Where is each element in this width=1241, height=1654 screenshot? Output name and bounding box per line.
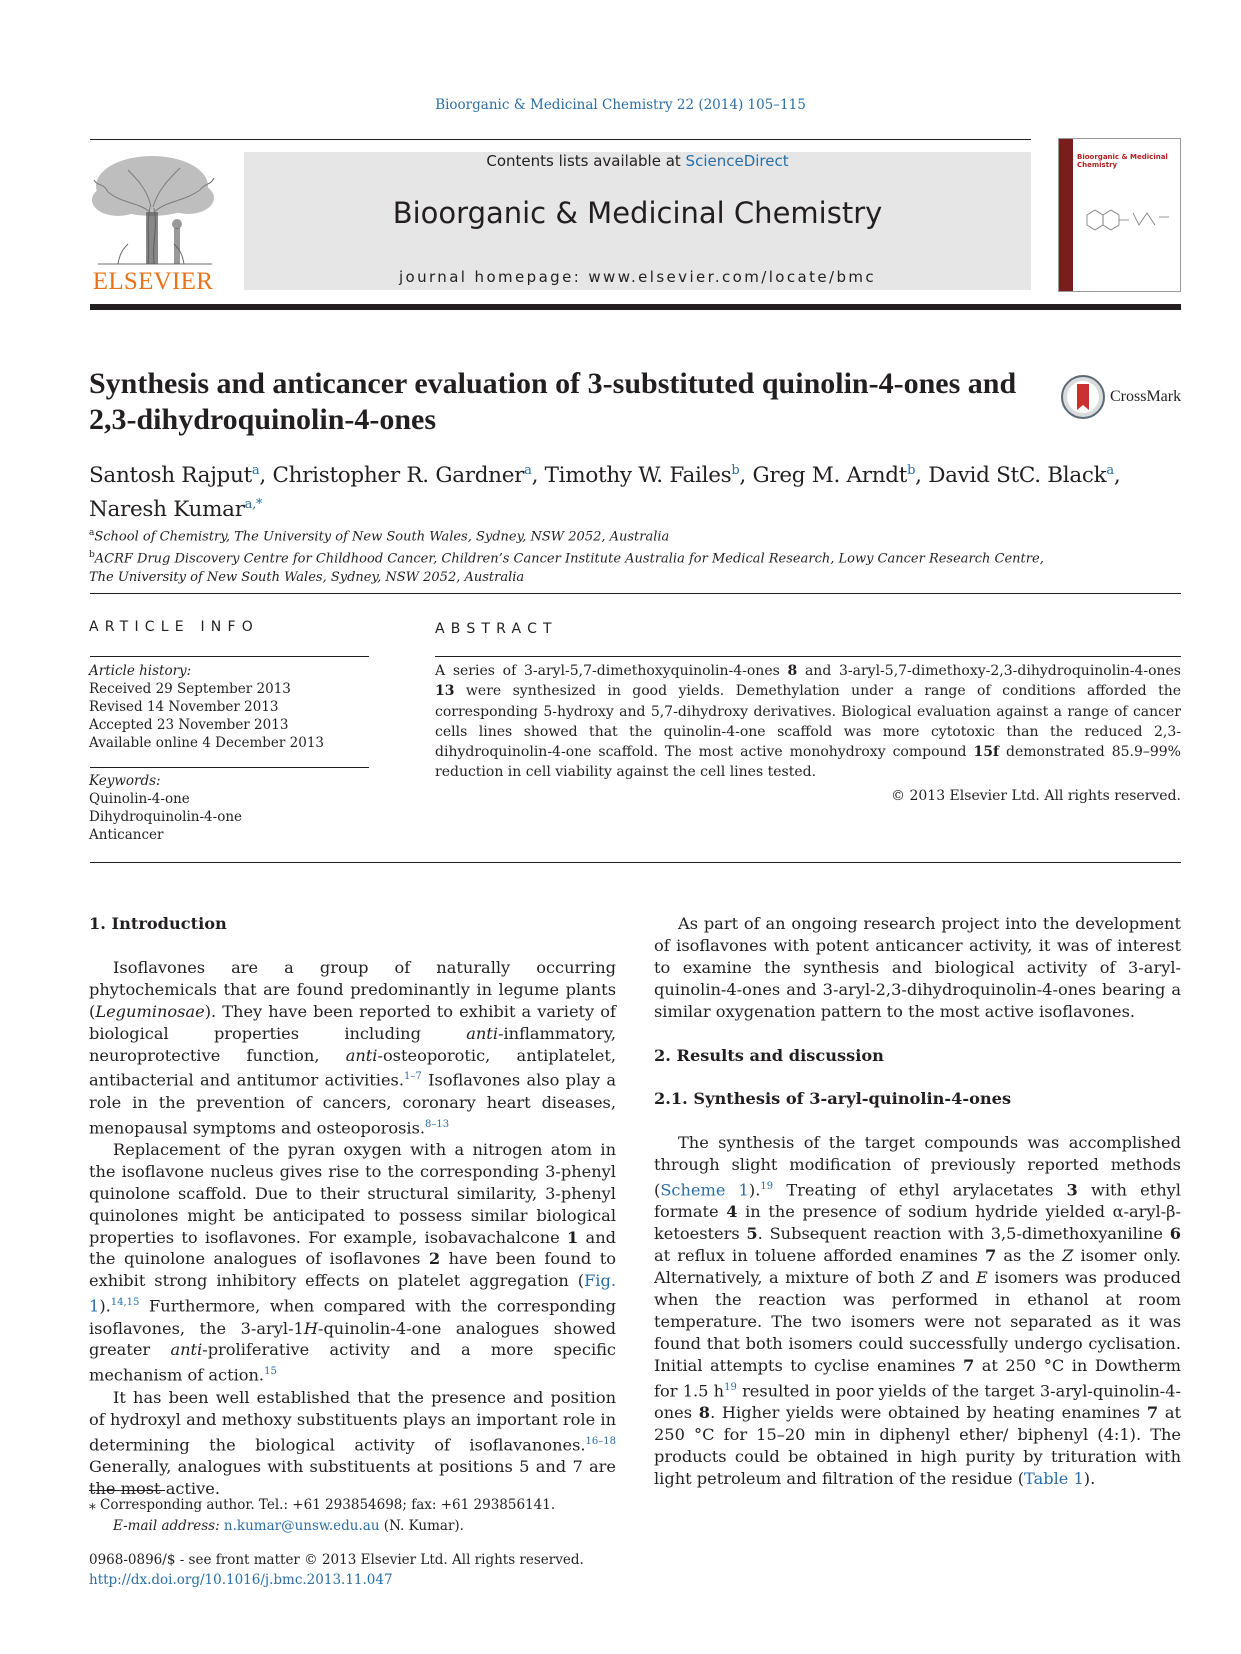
- section-heading: 2. Results and discussion: [654, 1045, 884, 1065]
- paragraph: As part of an ongoing research project into the development of isoflavones with potent anticancer activity, it was of interest to examine the synthesis and biological activity of 3-aryl-quinolin-4-ones and 3-aryl-2,3-dihydroquinolin-4-ones bearing a similar oxygenation pattern to the most active isoflavones.: [654, 914, 1181, 1021]
- affiliation-ref[interactable]: a: [251, 463, 260, 478]
- affiliation-b: $^b$ACRF Drug Discovery Centre for Childhood Cancer, Children’s Cancer Institute Australia for Medical Research, Lowy Cancer Research Centre,: [89, 550, 1044, 567]
- journal-title: Bioorganic & Medicinal Chemistry: [392, 196, 883, 230]
- keywords: [89, 772, 379, 844]
- reference-link[interactable]: 15: [264, 1366, 277, 1378]
- elsevier-logo: [88, 152, 218, 295]
- journal-cover-thumbnail[interactable]: [1058, 138, 1181, 292]
- affiliation-ref[interactable]: a: [1106, 463, 1114, 478]
- subsection-heading: 2.1. Synthesis of 3-aryl-quinolin-4-ones: [654, 1089, 1012, 1109]
- footnote-rule: [89, 1490, 165, 1491]
- front-matter: [89, 1551, 689, 1590]
- email-link[interactable]: n.kumar@unsw.edu.au: [223, 1517, 380, 1534]
- history-item: Available online 4 December 2013: [89, 735, 325, 751]
- reference-link[interactable]: 14,15: [110, 1297, 140, 1309]
- corresponding-author: ⁎ Corresponding author. Tel.: +61 293854698; fax: +61 293856141.: [89, 1497, 556, 1513]
- journal-banner: [244, 152, 1031, 290]
- crossmark-badge[interactable]: [1060, 374, 1185, 420]
- table-link[interactable]: Table 1: [1024, 1468, 1084, 1488]
- affiliation-ref[interactable]: a: [524, 463, 532, 478]
- header-thick-rule: [90, 304, 1181, 310]
- history-item: Received 29 September 2013: [89, 681, 291, 697]
- crossmark-label: CrossMark: [1110, 388, 1182, 405]
- email-line: E-mail address: n.kumar@unsw.edu.au (N. Kumar).: [113, 1517, 464, 1534]
- scheme-link[interactable]: Scheme 1: [660, 1180, 749, 1200]
- copyright: © 2013 Elsevier Ltd. All rights reserved.: [891, 787, 1181, 804]
- affiliation-ref[interactable]: a,*: [244, 497, 263, 513]
- divider: [435, 656, 1181, 657]
- contents-line: Contents lists available at ScienceDirect: [486, 152, 789, 170]
- author-name[interactable]: Naresh Kumar: [89, 497, 245, 523]
- reference-link[interactable]: 1–7: [404, 1071, 422, 1083]
- elsevier-wordmark: ELSEVIER: [92, 268, 214, 295]
- author-name[interactable]: Christopher R. Gardner: [272, 463, 525, 489]
- paragraph: Isoflavones are a group of naturally occurring phytochemicals that are found predominantly in legume plants (Leguminosae). They have been reported to exhibit a variety of biological properties including anti-inflammatory, neuroprotective function, anti-osteoporotic, antiplatelet, antibacterial and antitumor activities.$^{1-7}$ Isoflavones also play a role in the prevention of cancers, coronary heart diseases, menopausal symptoms and osteoporosis.$^{8-13}$: [89, 957, 616, 1138]
- affiliation-ref[interactable]: b: [731, 463, 740, 478]
- doi-link[interactable]: http://dx.doi.org/10.1016/j.bmc.2013.11.047: [89, 1571, 393, 1588]
- affiliation-ref[interactable]: b: [907, 463, 916, 478]
- author-name[interactable]: Greg M. Arndt: [752, 463, 908, 489]
- reference-link[interactable]: 19: [724, 1381, 737, 1393]
- divider: [90, 767, 369, 768]
- issn-line: 0968-0896/$ - see front matter © 2013 Elsevier Ltd. All rights reserved.: [89, 1552, 584, 1568]
- crossmark-icon: [1060, 374, 1106, 420]
- tree-icon: [88, 152, 218, 268]
- keyword: Quinolin-4-one: [89, 791, 190, 807]
- history-item: Revised 14 November 2013: [89, 699, 279, 715]
- author-list: Santosh Rajput$^a$, Christopher R. Gardner$^a$, Timothy W. Failes$^b$, Greg M. Arndt$^b$, David StC. Black$^a$, Naresh Kumar$^{a,*}$: [89, 463, 1121, 523]
- abstract-heading: ABSTRACT: [435, 621, 558, 637]
- author-name[interactable]: David StC. Black: [928, 463, 1107, 489]
- keyword: Dihydroquinolin-4-one: [89, 809, 243, 825]
- paragraph: Replacement of the pyran oxygen with a nitrogen atom in the isoflavone nucleus gives rise to the corresponding 3-phenyl quinolone scaffold. Due to their structural similarity, 3-phenyl quinolones might be anticipated to possess similar biological properties to isoflavones. For example, isobavachalcone 1 and the quinolone analogues of isoflavones 2 have been found to exhibit strong inhibitory effects on platelet aggregation (Fig. 1).$^{14,15}$ Furthermore, when compared with the corresponding isoflavones, the 3-aryl-1H-quinolin-4-one analogues showed greater anti-proliferative activity and a more specific mechanism of action.$^{15}$: [89, 1139, 616, 1385]
- keyword: Anticancer: [89, 827, 164, 843]
- history-item: Accepted 23 November 2013: [89, 717, 289, 733]
- reference-link[interactable]: 8–13: [425, 1118, 450, 1130]
- author-name[interactable]: Timothy W. Failes: [544, 463, 732, 489]
- reference-link[interactable]: 16–18: [585, 1435, 616, 1447]
- figure-link[interactable]: Fig. 1: [89, 1271, 616, 1316]
- section-heading: 1. Introduction: [89, 914, 227, 933]
- footnote: [89, 1495, 616, 1536]
- divider: [90, 656, 369, 657]
- sciencedirect-link[interactable]: ScienceDirect: [685, 152, 789, 170]
- author-name[interactable]: Santosh Rajput: [89, 463, 252, 489]
- cover-spine: [1059, 139, 1073, 291]
- history-label: Article history:: [89, 663, 192, 679]
- paragraph: The synthesis of the target compounds was accomplished through slight modification of previously reported methods (Scheme 1).$^{19}$ Treating of ethyl arylacetates 3 with ethyl formate 4 in the presence of sodium hydride yielded α-aryl-β-ketoesters 5. Subsequent reaction with 3,5-dimethoxyaniline 6 at reflux in toluene afforded enamines 7 as the Z isomer only. Alternatively, a mixture of both Z and E isomers was produced when the reaction was performed in ethanol at room temperature. The two isomers were not separated as it was found that both isomers could successfully undergo cyclisation. Initial attempts to cyclise enamines 7 at 250 °C in Dowtherm for 1.5 $h^{19}$ resulted in poor yields of the target 3-aryl-quinolin-4-ones 8. Higher yields were obtained by heating enamines 7 at 250 °C for 15–20 min in diphenyl ether/ biphenyl (4:1). The products could be obtained in high purity by trituration with light petroleum and filtration of the residue (Table 1).: [654, 1133, 1182, 1488]
- keywords-label: Keywords:: [89, 773, 161, 789]
- article-title: Synthesis and anticancer evaluation of 3-substituted quinolin-4-ones and 2,3-dihydroquinolin-4-ones: [89, 367, 1017, 436]
- cover-title: Bioorganic & Medicinal Chemistry: [1077, 153, 1168, 169]
- journal-homepage[interactable]: journal homepage: www.elsevier.com/locate/bmc: [398, 268, 877, 286]
- divider: [90, 593, 1181, 594]
- affiliations: [89, 524, 1189, 587]
- reference-link[interactable]: 19: [760, 1181, 774, 1193]
- divider: [90, 862, 1181, 863]
- article-history: [89, 662, 379, 752]
- affiliation-b-cont: The University of New South Wales, Sydney, NSW 2052, Australia: [89, 569, 525, 585]
- abstract-text: A series of 3-aryl-5,7-dimethoxyquinolin-4-ones 8 and 3-aryl-5,7-dimethoxy-2,3-dihydroquinolin-4-ones 13 were synthesized in good yields. Demethylation under a range of conditions afforded the corresponding 5-hydroxy and 5,7-dihydroxy derivatives. Biological evaluation against a range of cancer cells lines showed that the quinolin-4-one scaffold was more cytotoxic than the reduced 2,3-dihydroquinolin-4-one scaffold. The most active monohydroxy compound 15f demonstrated 85.9–99% reduction in cell viability against the cell lines tested.: [435, 663, 1181, 781]
- paragraph: It has been well established that the presence and position of hydroxyl and methoxy substituents plays an important role in determining the biological activity of isoflavanones.$^{16-18}$ Generally, analogues with substituents at positions 5 and 7 are the most active.: [89, 1387, 616, 1498]
- abstract-body: [435, 661, 1181, 806]
- right-column: [654, 913, 1181, 1490]
- article-info-heading: ARTICLE INFO: [89, 619, 259, 635]
- cover-structure-icon: [1077, 195, 1175, 239]
- journal-citation[interactable]: Bioorganic & Medicinal Chemistry 22 (2014) 105–115: [435, 97, 806, 113]
- affiliation-a: $^a$School of Chemistry, The University of New South Wales, Sydney, NSW 2052, Australia: [89, 528, 670, 545]
- left-column: [89, 913, 616, 1500]
- header-rule: [90, 139, 1031, 140]
